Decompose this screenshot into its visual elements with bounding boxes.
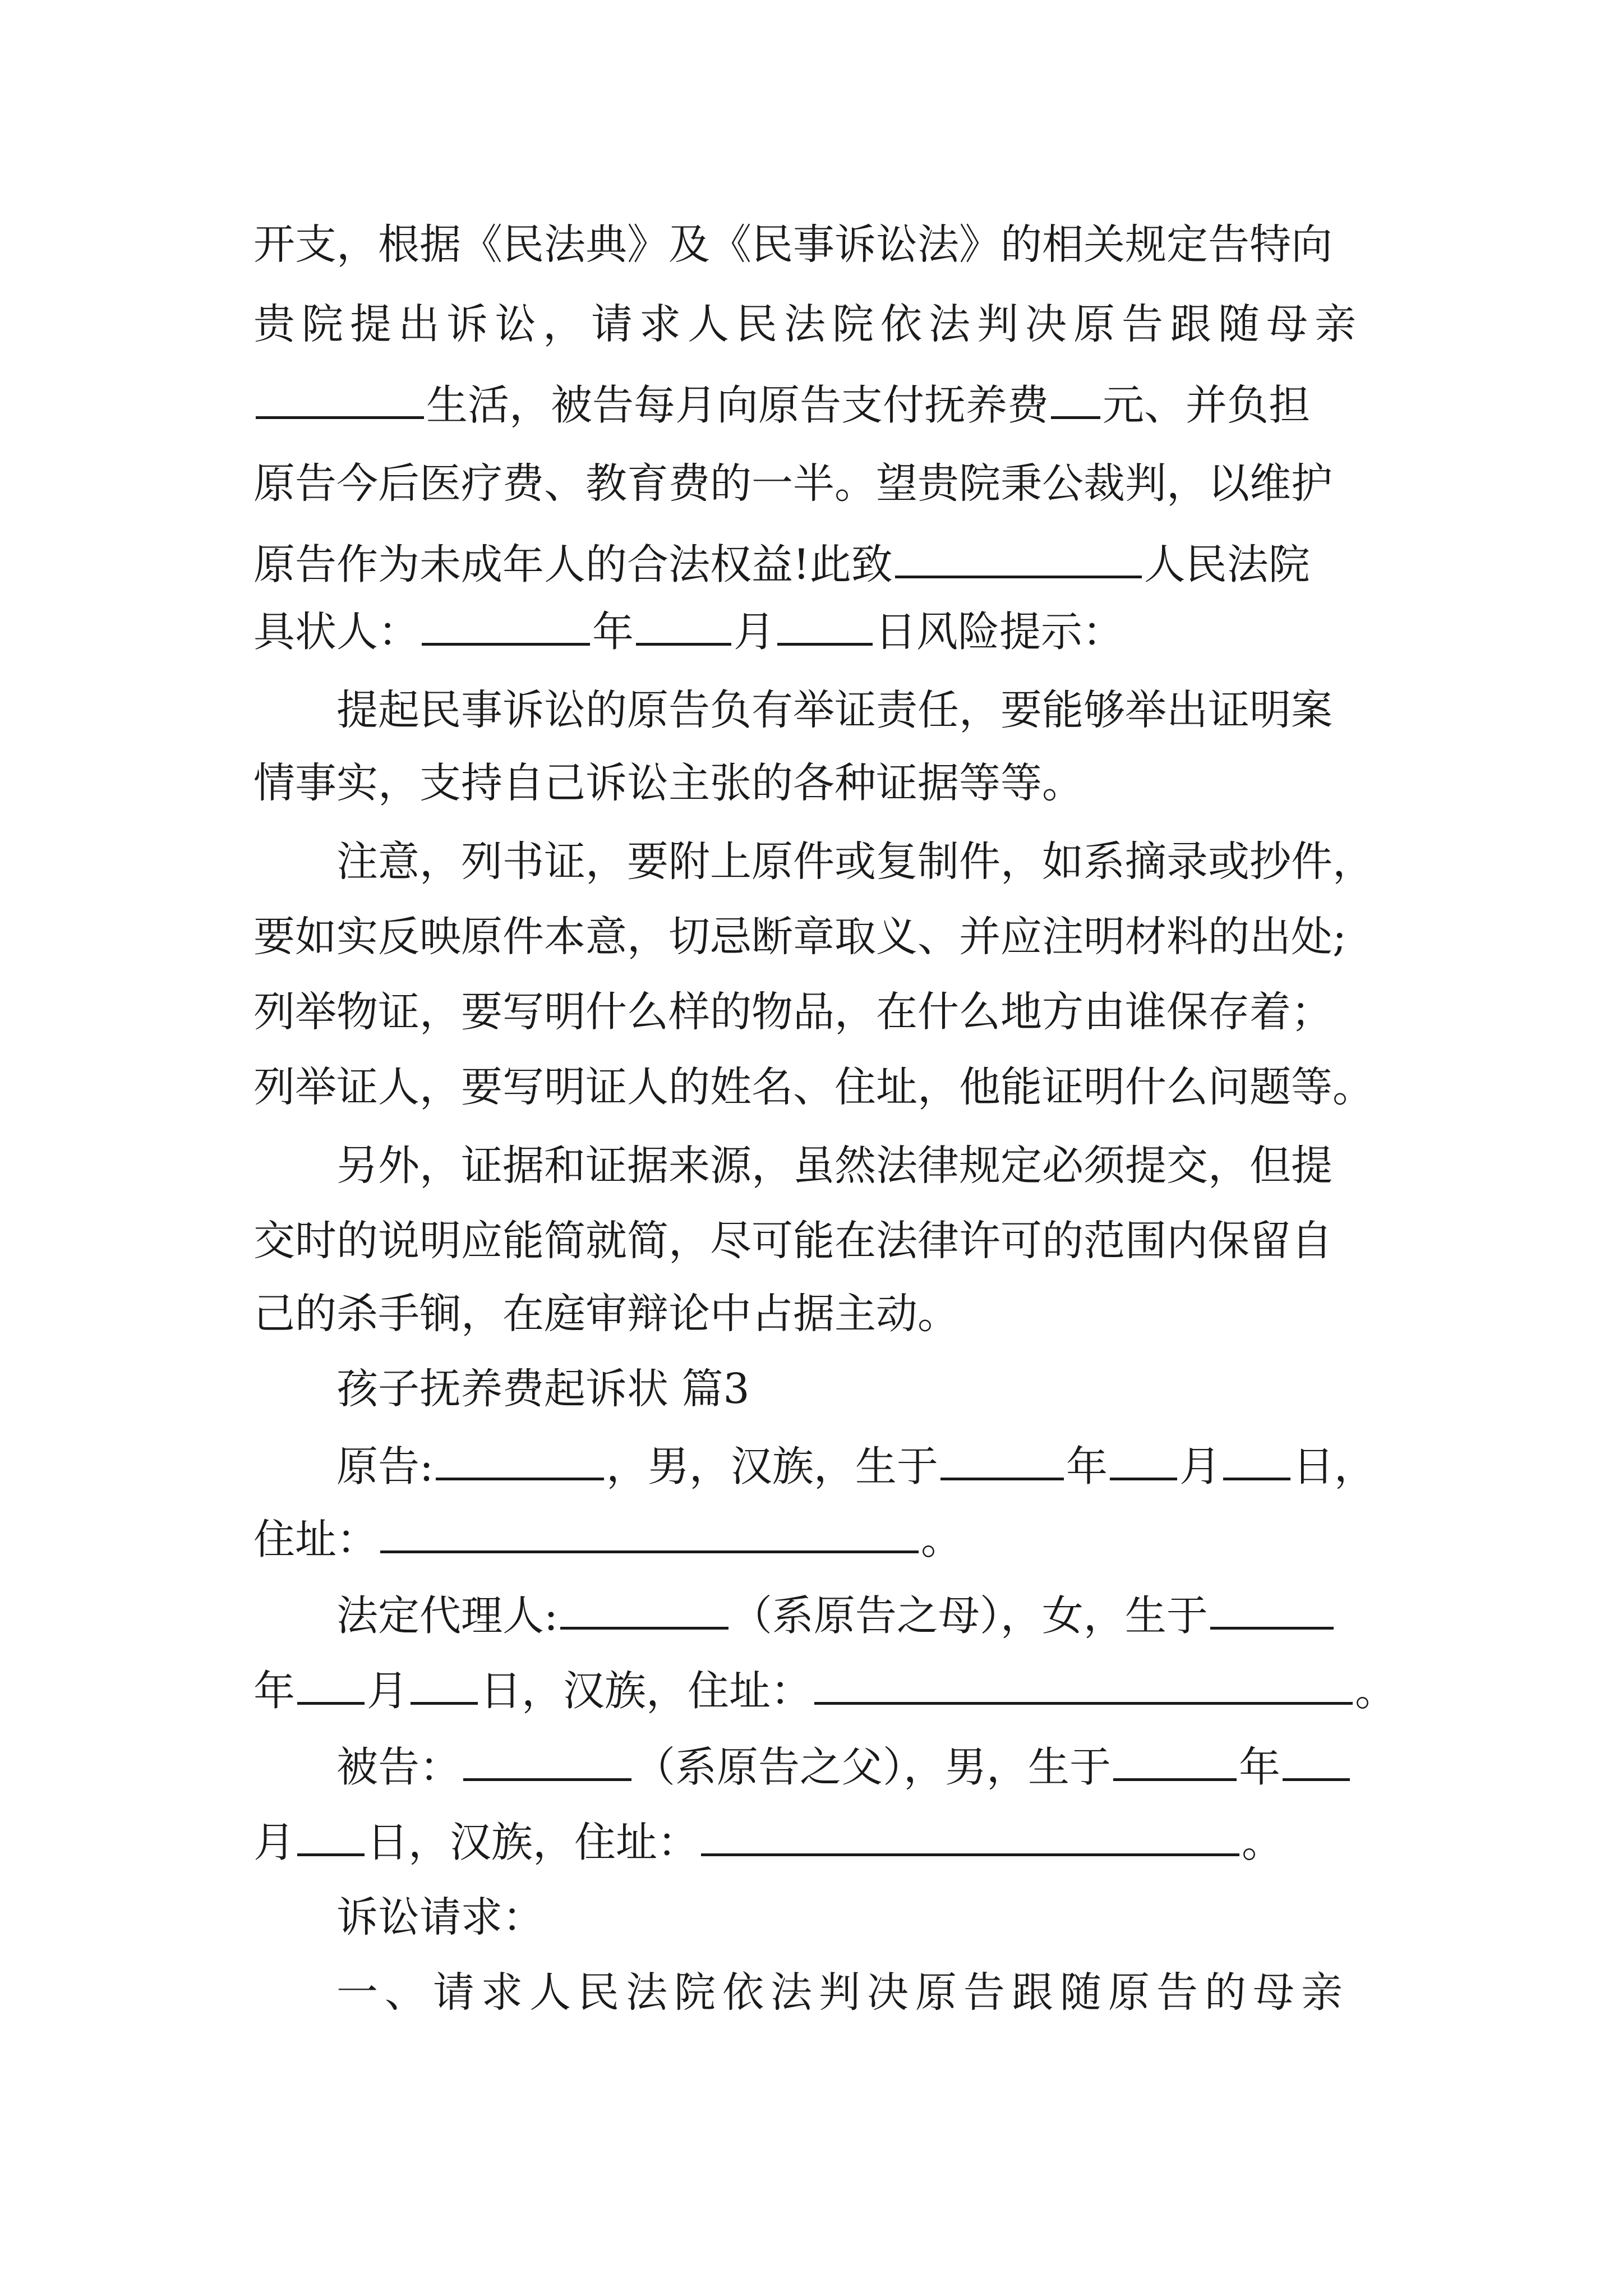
text-span: 月 — [253, 1818, 295, 1867]
text-span: 原告: — [336, 1442, 434, 1491]
fill-blank — [1223, 1438, 1290, 1480]
text-span: 要如实反映原件本意，切忌断章取义、并应注明材料的出处; — [253, 913, 1347, 961]
section-heading — [336, 1362, 1392, 1416]
fill-blank — [463, 1739, 631, 1781]
text-span: 。 — [1242, 1818, 1283, 1867]
text-span: 年 — [592, 608, 634, 656]
defendant-date-line — [253, 1814, 1392, 1868]
text-span: 月 — [734, 608, 775, 656]
fill-blank — [436, 1438, 604, 1480]
text-span: 一、请求人民法院依法判决原告跟随原告的母亲 — [336, 1968, 1349, 2017]
agent-line — [336, 1588, 1392, 1641]
text-line — [253, 297, 1392, 351]
text-line — [253, 756, 1392, 810]
fill-blank — [1113, 1739, 1237, 1781]
text-span: 具状人： — [253, 608, 419, 656]
text-line — [253, 457, 1392, 510]
fill-blank — [940, 1438, 1064, 1480]
fill-blank — [256, 377, 424, 419]
text-span: 日风险提示： — [875, 608, 1124, 656]
text-span: ，男，汉族，生于 — [606, 1442, 938, 1491]
text-span: 生活，被告每月向原告支付抚养费 — [426, 381, 1049, 430]
text-span: 列举物证，要写明什么样的物品，在什么地方由谁保存着； — [253, 988, 1332, 1036]
text-span: 另外，证据和证据来源，虽然法律规定必须提交，但提 — [336, 1142, 1332, 1190]
text-span: 年 — [1066, 1442, 1108, 1491]
fill-blank — [411, 1663, 478, 1705]
plaintiff-line — [336, 1438, 1392, 1492]
fill-blank — [777, 604, 873, 646]
text-line — [336, 683, 1392, 737]
text-span: 年 — [1239, 1743, 1280, 1792]
plaintiff-address-line — [253, 1511, 1392, 1565]
agent-date-line — [253, 1663, 1396, 1717]
text-span: 日， — [1292, 1442, 1376, 1491]
text-span: 住址： — [253, 1515, 378, 1564]
fill-blank — [1210, 1588, 1334, 1630]
fill-blank — [380, 1511, 919, 1553]
text-span: 人民法院 — [1144, 540, 1310, 589]
fill-blank — [814, 1663, 1353, 1705]
fill-blank — [1110, 1438, 1177, 1480]
fill-blank — [560, 1588, 728, 1630]
text-line — [253, 1287, 1392, 1341]
text-line — [253, 604, 1392, 657]
text-span: 情事实，支持自己诉讼主张的各种证据等等。 — [253, 759, 1083, 807]
fill-blank — [1051, 377, 1100, 419]
text-span: 日，汉族，住址： — [367, 1818, 699, 1867]
text-span: 原告今后医疗费、教育费的一半。望贵院秉公裁判，以维护 — [253, 459, 1332, 508]
text-line — [253, 377, 1392, 431]
text-span: 原告作为未成年人的合法权益!此致 — [253, 540, 893, 589]
text-span: 元、并负担 — [1103, 381, 1310, 430]
text-line — [253, 218, 1392, 272]
text-span: 开支，根据《民法典》及《民事诉讼法》的相关规定告特向 — [253, 220, 1332, 269]
text-span: 日，汉族，住址： — [480, 1667, 812, 1715]
fill-blank — [297, 1663, 365, 1705]
text-line — [253, 536, 1392, 590]
text-span: 法定代理人: — [336, 1591, 558, 1640]
text-line — [253, 910, 1392, 964]
text-span: 注意，列书证，要附上原件或复制件，如系摘录或抄件， — [336, 838, 1374, 886]
text-span: 交时的说明应能简就简，尽可能在法律许可的范围内保留自 — [253, 1217, 1332, 1265]
text-line — [336, 1139, 1392, 1193]
text-span: （系原告之母），女，生于 — [730, 1591, 1208, 1640]
text-span: 列举证人，要写明证人的姓名、住址，他能证明什么问题等。 — [253, 1063, 1374, 1111]
text-line — [253, 1214, 1392, 1268]
text-line — [253, 985, 1392, 1039]
heading-text: 孩子抚养费起诉状 篇3 — [336, 1365, 750, 1413]
text-span: 。 — [921, 1515, 962, 1564]
claim-item — [336, 1966, 1392, 2019]
text-span: （系原告之父），男，生于 — [634, 1743, 1111, 1792]
fill-blank — [297, 1814, 365, 1856]
text-span: 提起民事诉讼的原告负有举证责任，要能够举出证明案 — [336, 686, 1332, 734]
text-line — [253, 1060, 1392, 1114]
fill-blank — [701, 1814, 1239, 1856]
fill-blank — [895, 536, 1142, 578]
text-span: 己的杀手锏，在庭审辩论中占据主动。 — [253, 1290, 959, 1338]
text-span: 月 — [367, 1667, 408, 1715]
text-span: 月 — [1179, 1442, 1221, 1491]
text-span: 。 — [1355, 1667, 1396, 1715]
fill-blank — [1283, 1739, 1350, 1781]
text-span: 贵院提出诉讼，请求人民法院依法判决原告跟随母亲 — [253, 300, 1363, 348]
fill-blank — [636, 604, 731, 646]
text-span: 诉讼请求： — [336, 1893, 544, 1941]
text-span: 被告： — [336, 1743, 461, 1792]
text-line — [336, 835, 1392, 889]
text-span: 年 — [253, 1667, 295, 1715]
fill-blank — [422, 604, 590, 646]
defendant-line — [336, 1739, 1392, 1793]
claims-heading — [336, 1890, 1392, 1944]
